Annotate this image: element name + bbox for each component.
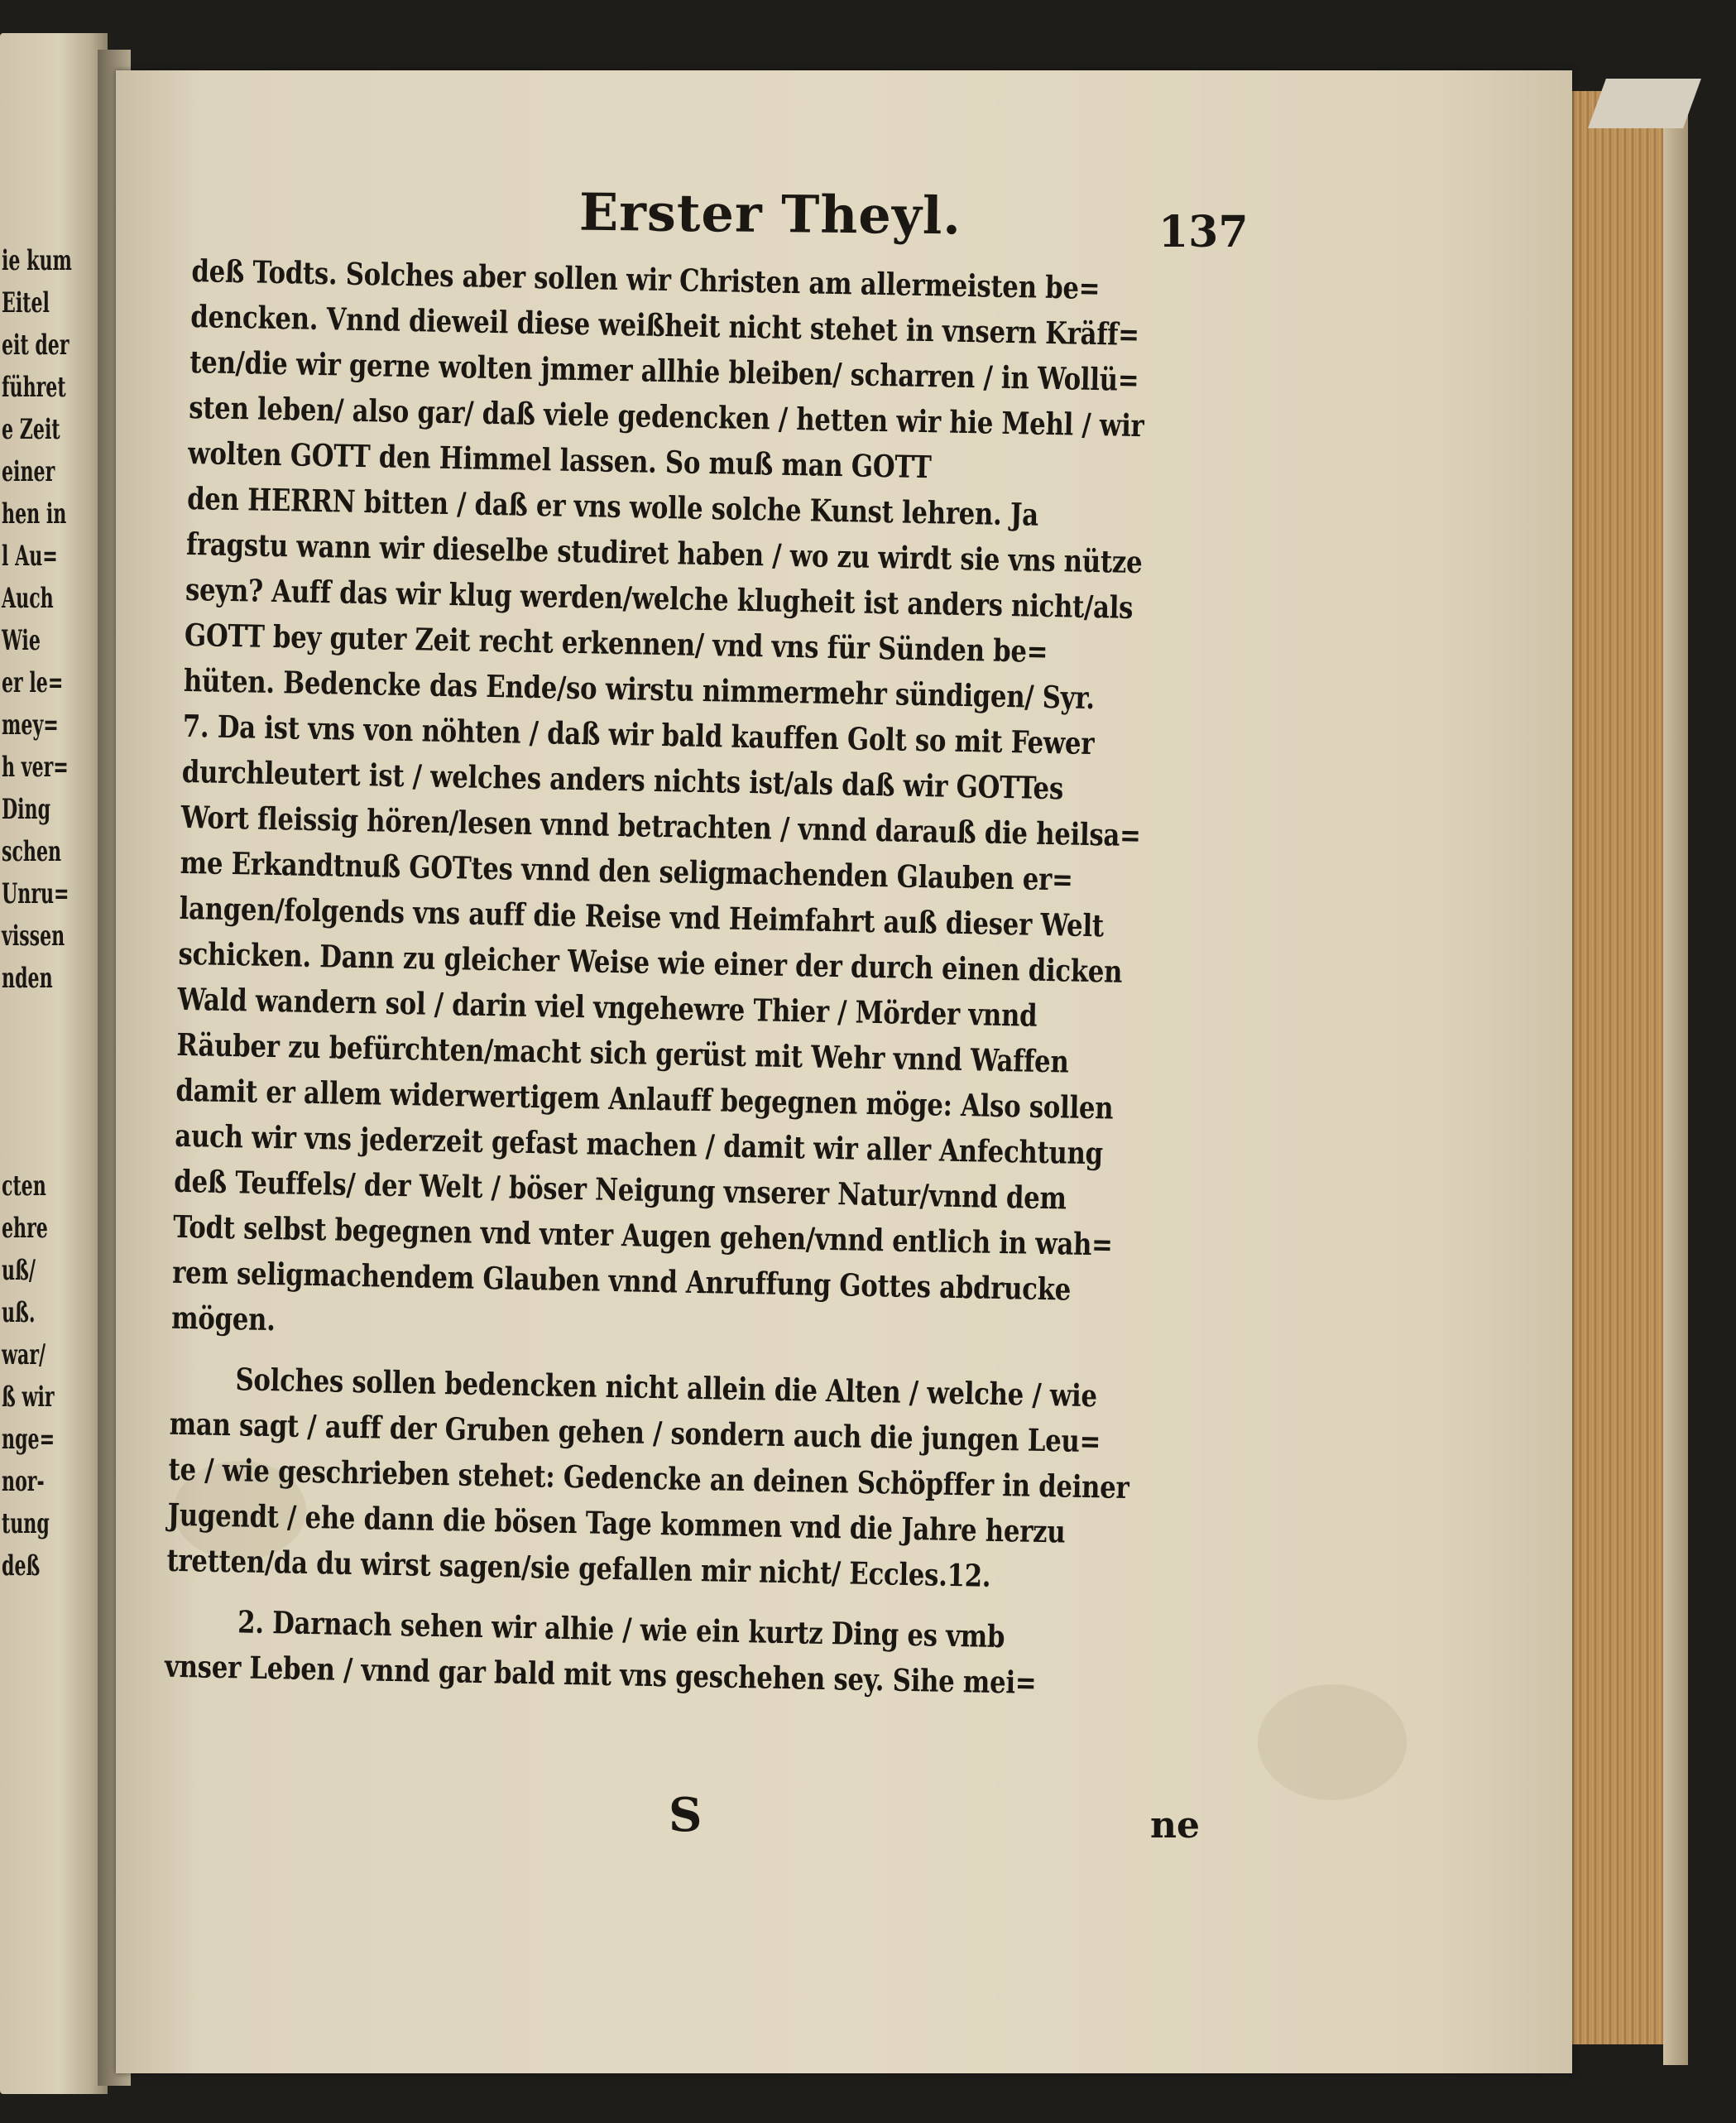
text-line: wolten GOTT den Himmel lassen. So muß man GOTT (187, 434, 932, 486)
text-line: Todt selbst begegnen vnd vnter Augen gehen/vnnd entlich in wah= (172, 1208, 1114, 1263)
left-fragment: uß. (2, 1296, 36, 1329)
signature-mark: S (669, 1788, 703, 1842)
text-line: deß Teuffels/ der Welt / böser Neigung vnserer Natur/vnnd dem (173, 1162, 1067, 1217)
left-fragment: schen (2, 835, 62, 868)
book-corner (1588, 79, 1701, 128)
left-page (0, 33, 108, 2094)
body-text (165, 248, 1243, 1709)
text-line: Räuber zu befürchten/macht sich gerüst mit Wehr vnnd Waffen (176, 1025, 1069, 1080)
text-line: sten leben/ also gar/ daß viele gedencken / hetten wir hie Mehl / wir (188, 388, 1144, 444)
text-line: vnser Leben / vnnd gar bald mit vns geschehen sey. Sihe mei= (164, 1647, 1037, 1701)
left-fragment: uß/ (2, 1254, 36, 1287)
text-line: tretten/da du wirst sagen/sie gefallen mir nicht/ Eccles.12. (166, 1541, 991, 1594)
text-line: dencken. Vnnd dieweil diese weißheit nicht stehet in vnsern Kräff= (190, 297, 1140, 353)
left-fragment: eit der (2, 329, 70, 362)
left-fragment: deß (2, 1549, 41, 1583)
text-line: auch wir vns jederzeit gefast machen / damit wir aller Anfechtung (174, 1117, 1104, 1172)
left-fragment: nge= (2, 1423, 55, 1456)
text-line: Jugendt / ehe dann die bösen Tage kommen vnd die Jahre herzu (167, 1496, 1066, 1550)
running-head: Erster Theyl. (578, 181, 962, 247)
left-fragment: er le= (2, 666, 64, 699)
text-line: mögen. (170, 1299, 276, 1338)
text-line: rem seligmachendem Glauben vnnd Anruffung Gottes abdrucke (171, 1253, 1072, 1308)
left-fragment-gap (2, 1000, 45, 1165)
text-line: me Erkandtnuß GOTtes vnnd den seligmachenden Glauben er= (180, 843, 1073, 898)
left-fragment: vissen (2, 920, 65, 953)
text-line: langen/folgends vns auff die Reise vnd Heimfahrt auß dieser Welt (179, 889, 1105, 944)
text-line: durchleutert ist / welches anders nichts ist/als daß wir GOTTes (181, 752, 1064, 807)
left-fragment: l Au= (2, 540, 58, 573)
text-line: Wort fleissig hören/lesen vnnd betrachten / vnnd darauß die heilsa= (180, 798, 1142, 854)
left-fragment: ß wir (2, 1381, 55, 1414)
text-line: hüten. Bedencke das Ende/so wirstu nimmermehr sündigen/ Syr. (183, 661, 1096, 717)
catchword: ne (1150, 1804, 1200, 1847)
left-fragment: Unru= (2, 877, 70, 910)
left-fragment: führet (2, 371, 66, 404)
left-fragment: tung (2, 1507, 50, 1540)
left-fragment: h ver= (2, 751, 69, 784)
book-fore-edge (1568, 91, 1676, 2044)
left-fragment: einer (2, 455, 55, 488)
left-fragment: nden (2, 962, 53, 995)
text-line: ten/die wir gerne wolten jmmer allhie bleiben/ scharren / in Wollü= (189, 343, 1139, 398)
left-fragment: war/ (2, 1338, 46, 1371)
left-fragment: nor- (2, 1465, 45, 1498)
text-line: fragstu wann wir dieselbe studiret haben / wo zu wirdt sie vns nütze (185, 525, 1143, 581)
left-fragment: e Zeit (2, 413, 60, 446)
page-number: 137 (1158, 207, 1249, 257)
left-page-text-fragments (2, 240, 72, 1587)
left-fragment: Eitel (2, 286, 50, 319)
left-fragment: Wie (2, 624, 41, 657)
left-fragment: ie kum (2, 244, 72, 277)
left-fragment: hen in (2, 497, 67, 531)
book-cover-edge (1663, 79, 1688, 2065)
text-line: seyn? Auff das wir klug werden/welche klugheit ist anders nicht/als (185, 570, 1134, 626)
text-line: 7. Da ist vns von nöhten / daß wir bald kauffen Golt so mit Fewer (182, 707, 1095, 762)
text-line: te / wie geschrieben stehet: Gedencke an deinen Schöpffer in deiner (168, 1450, 1129, 1506)
text-line: Wald wandern sol / darin viel vngehewre Thier / Mörder vnnd (177, 980, 1038, 1034)
text-line: schicken. Dann zu gleicher Weise wie einer der durch einen dicken (178, 934, 1123, 990)
text-line: 2. Darnach sehen wir alhie / wie ein kurtz Ding es vmb (237, 1603, 1005, 1655)
text-line: den HERRN bitten / daß er vns wolle solche Kunst lehren. Ja (186, 479, 1039, 533)
text-line: deß Todts. Solches aber sollen wir Christen am allermeisten be= (191, 252, 1101, 307)
text-line: Solches sollen bedencken nicht allein die Alten / welche / wie (235, 1361, 1098, 1415)
text-line: GOTT bey guter Zeit recht erkennen/ vnd vns für Sünden be= (184, 616, 1048, 670)
left-fragment: mey= (2, 708, 59, 742)
text-line: damit er allem widerwertigem Anlauff begegnen möge: Also sollen (175, 1071, 1114, 1126)
text-line: man sagt / auff der Gruben gehen / sondern auch die jungen Leu= (169, 1405, 1101, 1460)
left-fragment: cten (2, 1170, 46, 1203)
left-fragment: Ding (2, 793, 51, 826)
paper-stain (1258, 1684, 1407, 1800)
left-fragment: Auch (2, 582, 54, 615)
left-fragment: ehre (2, 1212, 48, 1245)
